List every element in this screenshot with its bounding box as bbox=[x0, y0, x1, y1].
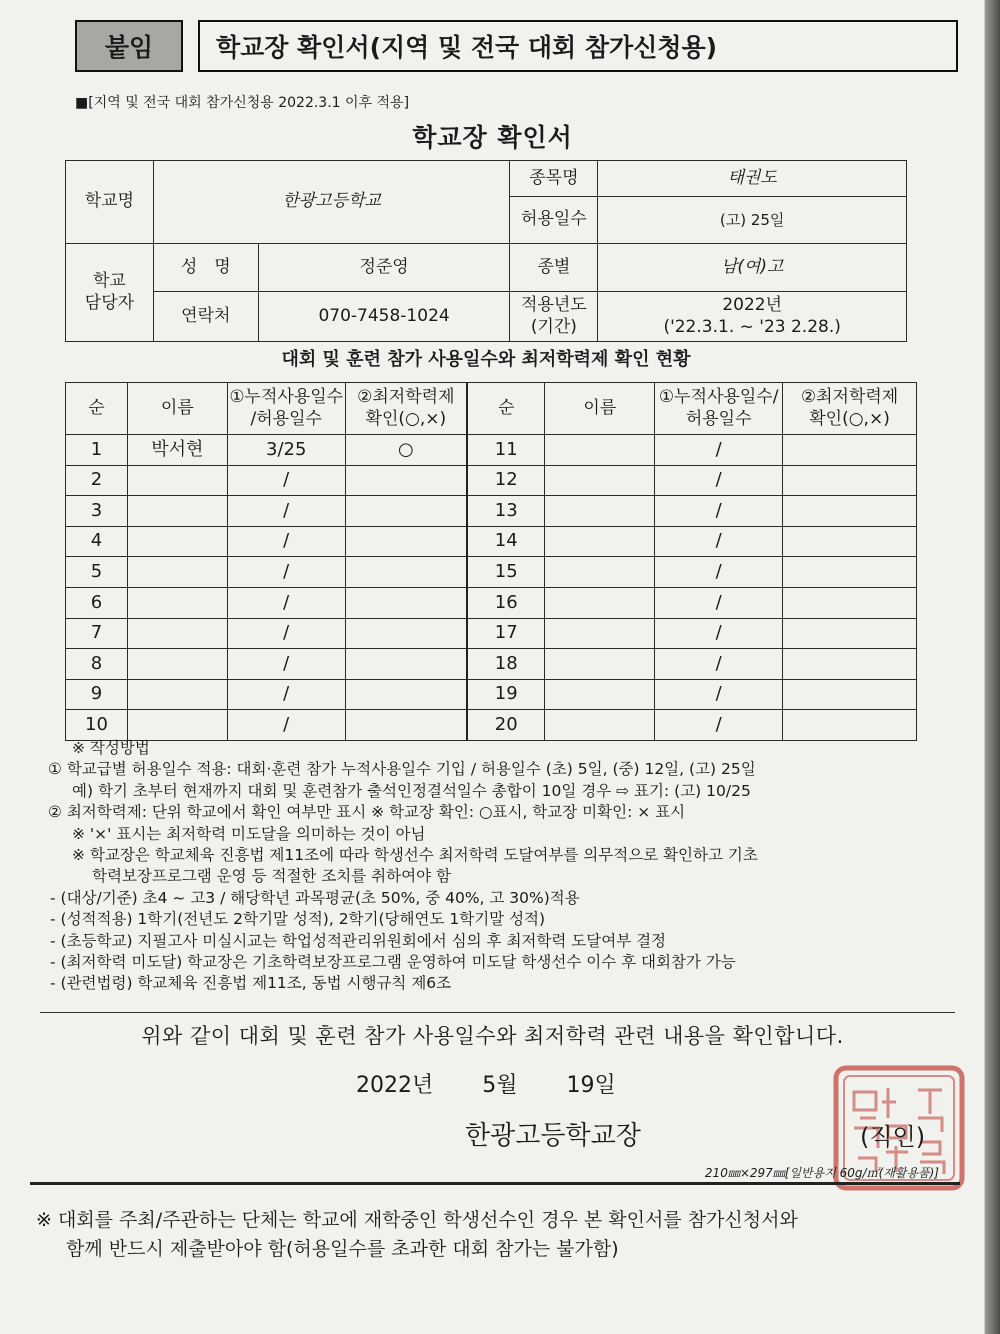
contact-person-label bbox=[66, 244, 154, 342]
row-name bbox=[545, 618, 655, 649]
contact-person-label-line1: 학교 bbox=[93, 271, 126, 292]
col-name-left: 이름 bbox=[127, 383, 227, 435]
row-days: / bbox=[655, 557, 783, 588]
row-days: / bbox=[655, 679, 783, 710]
row-name bbox=[545, 587, 655, 618]
usage-header-row bbox=[66, 383, 917, 435]
event-label: 종목명 bbox=[510, 161, 598, 197]
col-no-right: 순 bbox=[467, 383, 545, 435]
category-label: 종별 bbox=[510, 244, 598, 292]
document-title-box bbox=[198, 20, 958, 72]
footnote bbox=[36, 1206, 956, 1264]
row-check bbox=[345, 587, 467, 618]
row-name bbox=[545, 649, 655, 680]
row-days: / bbox=[655, 496, 783, 527]
footnote-line1: ※ 대회를 주최/주관하는 단체는 학교에 재학중인 학생선수인 경우 본 확인서를 참가신청서와 bbox=[36, 1209, 798, 1231]
contact-person-label-line2: 담당자 bbox=[84, 292, 135, 313]
school-name-value: 한광고등학교 bbox=[153, 161, 510, 244]
detail-elementary: - (초등학교) 지필고사 미실시교는 학업성적관리위원회에서 심의 후 최저학력 도달여부 결정 bbox=[50, 931, 667, 950]
divider bbox=[40, 1012, 955, 1013]
footer-rule bbox=[30, 1182, 960, 1185]
background-shadow bbox=[985, 0, 1000, 1334]
row-no: 16 bbox=[467, 587, 545, 618]
confirmation-date bbox=[356, 1068, 658, 1099]
note-allowed-days-example: 예) 학기 초부터 현재까지 대회 및 훈련참가 출석인정결석일수 총합이 10일 경우 ⇨ 표기: (고) 10/25 bbox=[72, 781, 751, 800]
row-no: 4 bbox=[66, 526, 128, 557]
row-name bbox=[545, 465, 655, 496]
row-check bbox=[783, 618, 917, 649]
table-row bbox=[66, 649, 917, 680]
instructions-section bbox=[48, 738, 948, 995]
row-days: / bbox=[227, 649, 345, 680]
row-check bbox=[345, 710, 467, 741]
col-days-left-line1: ①누적사용일수 bbox=[229, 387, 344, 408]
col-check-left bbox=[345, 383, 467, 435]
row-name bbox=[127, 587, 227, 618]
allowed-days-label: 허용일수 bbox=[510, 197, 598, 244]
row-days: / bbox=[227, 465, 345, 496]
row-days: / bbox=[227, 679, 345, 710]
note-principal-duty-cont: 학력보장프로그램 운영 등 적절한 조치를 취하여야 함 bbox=[92, 867, 451, 886]
row-check: ○ bbox=[345, 435, 467, 466]
attachment-label bbox=[75, 20, 183, 72]
row-name bbox=[127, 679, 227, 710]
row-name bbox=[545, 710, 655, 741]
row-check bbox=[783, 649, 917, 680]
row-check bbox=[783, 587, 917, 618]
event-value: 태권도 bbox=[598, 161, 907, 197]
row-days: / bbox=[655, 587, 783, 618]
table-row bbox=[66, 557, 917, 588]
row-days: / bbox=[227, 710, 345, 741]
row-days: / bbox=[655, 710, 783, 741]
period-range: ('22.3.1. ~ '23 2.28.) bbox=[663, 316, 841, 337]
row-no: 2 bbox=[66, 465, 128, 496]
row-check bbox=[783, 496, 917, 527]
principal-name: 한광고등학교장 bbox=[465, 1121, 641, 1151]
col-check-left-line1: ②최저학력제 bbox=[357, 387, 455, 408]
phone-label: 연락처 bbox=[153, 292, 258, 342]
row-days: / bbox=[655, 435, 783, 466]
row-name bbox=[127, 649, 227, 680]
col-days-left-line2: /허용일수 bbox=[250, 408, 322, 429]
name-label: 성 명 bbox=[153, 244, 258, 292]
row-days: / bbox=[227, 496, 345, 527]
table-row bbox=[66, 496, 917, 527]
row-name bbox=[545, 496, 655, 527]
note-principal-duty: ※ 학교장은 학교체육 진흥법 제11조에 따라 학생선수 최저학력 도달여부를 의무적으로 확인하고 기초 bbox=[72, 846, 758, 865]
col-check-right bbox=[783, 383, 917, 435]
period-year: 2022년 bbox=[722, 295, 782, 316]
row-name bbox=[545, 435, 655, 466]
footnote-line2: 함께 반드시 제출받아야 함(허용일수를 초과한 대회 참가는 불가함) bbox=[66, 1238, 619, 1260]
date-year: 2022년 bbox=[356, 1073, 434, 1098]
row-no: 11 bbox=[467, 435, 545, 466]
table-row bbox=[66, 587, 917, 618]
row-name bbox=[127, 465, 227, 496]
category-value: 남(여)고 bbox=[598, 244, 907, 292]
row-name bbox=[127, 618, 227, 649]
row-no: 15 bbox=[467, 557, 545, 588]
row-days: 3/25 bbox=[227, 435, 345, 466]
col-days-right bbox=[655, 383, 783, 435]
row-days: / bbox=[655, 618, 783, 649]
row-check bbox=[783, 710, 917, 741]
row-no: 10 bbox=[66, 710, 128, 741]
row-days: / bbox=[227, 557, 345, 588]
allowed-days-value: (고) 25일 bbox=[598, 197, 907, 244]
row-no: 7 bbox=[66, 618, 128, 649]
col-no-left: 순 bbox=[66, 383, 128, 435]
row-check bbox=[345, 649, 467, 680]
school-info-table bbox=[65, 160, 907, 342]
row-check bbox=[783, 679, 917, 710]
table-row bbox=[66, 526, 917, 557]
row-name bbox=[127, 710, 227, 741]
row-no: 6 bbox=[66, 587, 128, 618]
col-days-right-line1: ①누적사용일수/ bbox=[658, 387, 779, 408]
row-no: 12 bbox=[467, 465, 545, 496]
row-no: 18 bbox=[467, 649, 545, 680]
row-check bbox=[345, 465, 467, 496]
row-check bbox=[783, 557, 917, 588]
row-no: 20 bbox=[467, 710, 545, 741]
col-check-right-line1: ②최저학력제 bbox=[800, 387, 899, 408]
row-check bbox=[345, 526, 467, 557]
table-row bbox=[66, 618, 917, 649]
row-no: 13 bbox=[467, 496, 545, 527]
detail-target: - (대상/기준) 초4 ~ 고3 / 해당학년 과목평균(초 50%, 중 40%, 고 30%)적용 bbox=[50, 888, 580, 907]
row-days: / bbox=[655, 649, 783, 680]
row-check bbox=[783, 435, 917, 466]
detail-laws: - (관련법령) 학교체육 진흥법 제11조, 동법 시행규칙 제6조 bbox=[50, 974, 452, 993]
date-month: 5월 bbox=[482, 1073, 518, 1098]
school-name-label: 학교명 bbox=[66, 161, 154, 244]
detail-not-met: - (최저학력 미도달) 학교장은 기초학력보장프로그램 운영하여 미도달 학생선수 이수 후 대회참가 가능 bbox=[50, 953, 736, 972]
note-x-mark: ※ '×' 표시는 최저학력 미도달을 의미하는 것이 아님 bbox=[72, 824, 426, 843]
paper-spec: 210㎜×297㎜[일반용지 60g/㎡(재활용품)] bbox=[704, 1166, 939, 1180]
row-check bbox=[345, 496, 467, 527]
row-days: / bbox=[655, 465, 783, 496]
period-label-line2: (기간) bbox=[530, 316, 577, 337]
row-days: / bbox=[227, 526, 345, 557]
instructions-heading: ※ 작성방법 bbox=[72, 739, 150, 757]
row-no: 19 bbox=[467, 679, 545, 710]
document-title: 학교장 확인서(지역 및 전국 대회 참가신청용) bbox=[216, 33, 718, 62]
row-days: / bbox=[227, 587, 345, 618]
col-days-left bbox=[227, 383, 345, 435]
table-row bbox=[66, 710, 917, 741]
usage-table bbox=[65, 382, 917, 741]
detail-grades: - (성적적용) 1학기(전년도 2학기말 성적), 2학기(당해연도 1학기말 성적) bbox=[50, 910, 546, 929]
row-name: 박서현 bbox=[127, 435, 227, 466]
row-check bbox=[783, 526, 917, 557]
period-value bbox=[598, 292, 907, 342]
note-min-academic: ② 최저학력제: 단위 학교에서 확인 여부만 표시 ※ 학교장 확인: ○표시, 학교장 미확인: × 표시 bbox=[48, 803, 686, 822]
seal-label: (직인) bbox=[860, 1123, 926, 1151]
row-no: 14 bbox=[467, 526, 545, 557]
date-day: 19일 bbox=[566, 1073, 616, 1098]
row-check bbox=[345, 618, 467, 649]
col-name-right: 이름 bbox=[545, 383, 655, 435]
col-check-left-line2: 확인(○,×) bbox=[365, 408, 447, 429]
row-name bbox=[545, 557, 655, 588]
table-row bbox=[66, 465, 917, 496]
row-days: / bbox=[227, 618, 345, 649]
confirmation-statement: 위와 같이 대회 및 훈련 참가 사용일수와 최저학력 관련 내용을 확인합니다. bbox=[141, 1024, 844, 1048]
row-check bbox=[345, 679, 467, 710]
form-title: 학교장 확인서 bbox=[412, 123, 573, 152]
row-name bbox=[127, 526, 227, 557]
row-name bbox=[545, 679, 655, 710]
row-no: 1 bbox=[66, 435, 128, 466]
row-no: 17 bbox=[467, 618, 545, 649]
row-name bbox=[127, 557, 227, 588]
attachment-label-text: 붙임 bbox=[104, 33, 154, 62]
row-days: / bbox=[655, 526, 783, 557]
row-no: 8 bbox=[66, 649, 128, 680]
row-no: 5 bbox=[66, 557, 128, 588]
name-value: 정준영 bbox=[258, 244, 510, 292]
col-days-right-line2: 허용일수 bbox=[685, 408, 752, 429]
row-check bbox=[783, 465, 917, 496]
usage-section-title: 대회 및 훈련 참가 사용일수와 최저학력제 확인 현황 bbox=[281, 349, 691, 370]
row-no: 3 bbox=[66, 496, 128, 527]
note-allowed-days: ① 학교급별 허용일수 적용: 대회·훈련 참가 누적사용일수 기입 / 허용일수 (초) 5일, (중) 12일, (고) 25일 bbox=[48, 760, 756, 779]
row-no: 9 bbox=[66, 679, 128, 710]
table-row bbox=[66, 435, 917, 466]
table-row bbox=[66, 679, 917, 710]
period-label bbox=[510, 292, 598, 342]
row-check bbox=[345, 557, 467, 588]
col-check-right-line2: 확인(○,×) bbox=[809, 408, 890, 429]
row-name bbox=[127, 496, 227, 527]
row-name bbox=[545, 526, 655, 557]
phone-value: 070-7458-1024 bbox=[258, 292, 510, 342]
applicability-note: ■[지역 및 전국 대회 참가신청용 2022.3.1 이후 적용] bbox=[75, 95, 410, 111]
period-label-line1: 적용년도 bbox=[521, 295, 587, 316]
